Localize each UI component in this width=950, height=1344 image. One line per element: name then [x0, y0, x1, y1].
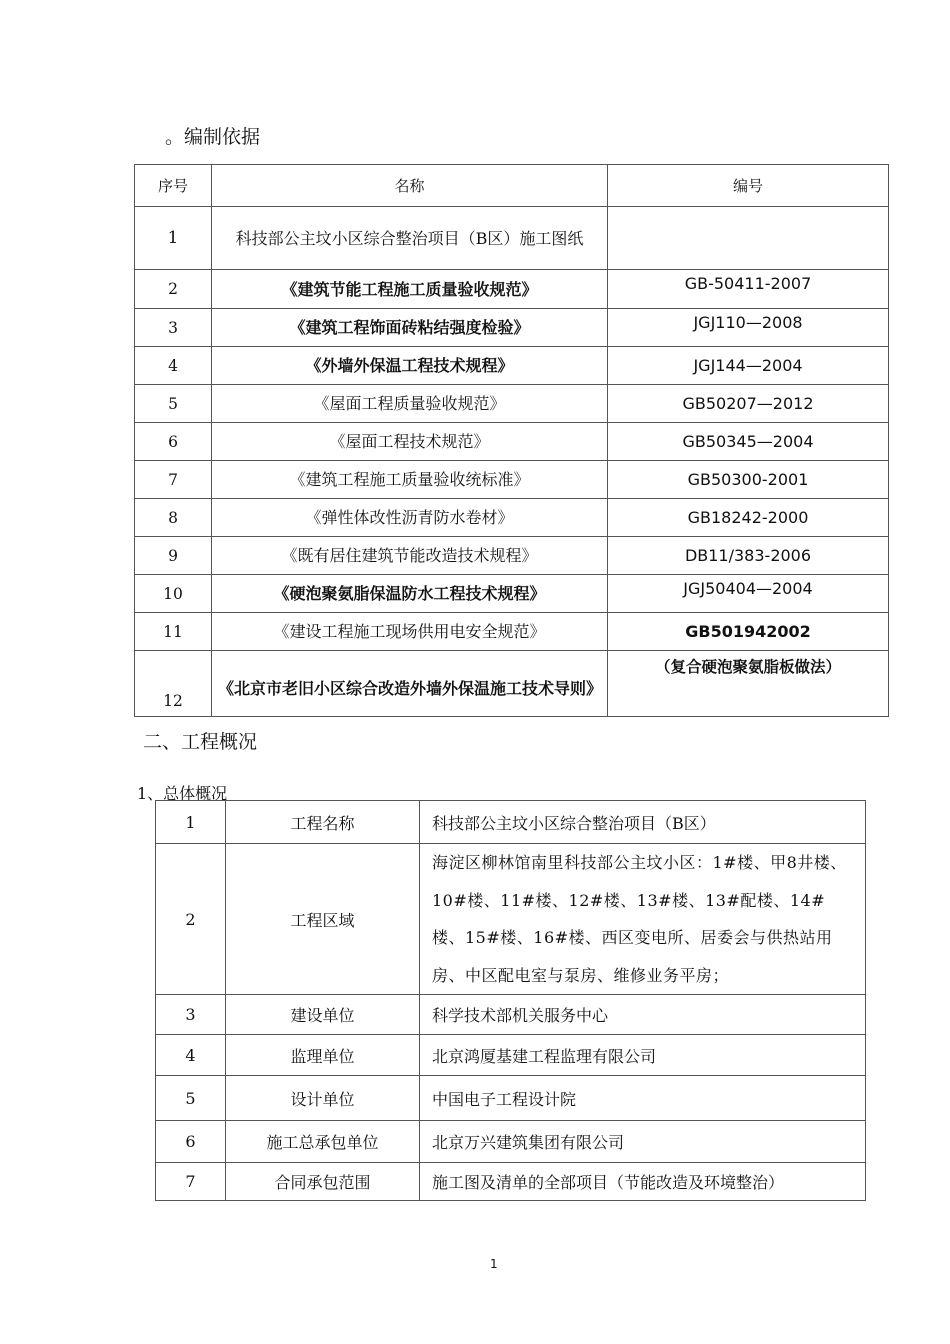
row-no: 12 — [135, 651, 212, 717]
row-value: 北京万兴建筑集团有限公司 — [420, 1121, 866, 1163]
row-code: JGJ50404—2004 — [608, 575, 889, 613]
row-no: 2 — [135, 270, 212, 309]
basis-table — [134, 164, 889, 717]
row-no: 10 — [135, 575, 212, 613]
row-no: 4 — [156, 1035, 226, 1076]
row-code: GB-50411-2007 — [608, 270, 889, 309]
row-name: 科技部公主坟小区综合整治项目（B区）施工图纸 — [212, 207, 608, 270]
row-name: 《北京市老旧小区综合改造外墙外保温施工技术导则》 — [212, 651, 608, 717]
row-name: 《建筑工程施工质量验收统标准》 — [212, 461, 608, 499]
row-label: 建设单位 — [226, 995, 420, 1035]
table-row — [135, 309, 889, 347]
table-row — [135, 575, 889, 613]
row-value: 科技部公主坟小区综合整治项目（B区） — [420, 801, 866, 844]
table-row — [135, 270, 889, 309]
subsection-title-general: 1、总体概况 — [137, 784, 228, 803]
row-value: 科学技术部机关服务中心 — [420, 995, 866, 1035]
header-code: 编号 — [608, 165, 889, 207]
table-row — [156, 1121, 866, 1163]
table-row — [156, 1163, 866, 1201]
table-row — [135, 613, 889, 651]
header-no: 序号 — [135, 165, 212, 207]
row-no: 2 — [156, 844, 226, 995]
row-code: GB18242-2000 — [608, 499, 889, 537]
row-value: 海淀区柳林馆南里科技部公主坟小区：1#楼、甲8井楼、10#楼、11#楼、12#楼、13#楼、13#配楼、14#楼、15#楼、16#楼、西区变电所、居委会与供热站用房、中区配电室与泵房、维修业务平房； — [420, 844, 866, 995]
row-name: 《屋面工程技术规范》 — [212, 423, 608, 461]
table-row — [156, 1076, 866, 1121]
table-row — [135, 385, 889, 423]
row-label: 设计单位 — [226, 1076, 420, 1121]
row-name: 《外墙外保温工程技术规程》 — [212, 347, 608, 385]
row-name: 《弹性体改性沥青防水卷材》 — [212, 499, 608, 537]
header-name: 名称 — [212, 165, 608, 207]
row-no: 6 — [135, 423, 212, 461]
row-no: 8 — [135, 499, 212, 537]
row-value: 北京鸿厦基建工程监理有限公司 — [420, 1035, 866, 1076]
row-value: 中国电子工程设计院 — [420, 1076, 866, 1121]
row-no: 5 — [156, 1076, 226, 1121]
table-row — [135, 651, 889, 717]
row-no: 7 — [135, 461, 212, 499]
table-row — [135, 499, 889, 537]
row-code: JGJ110—2008 — [608, 309, 889, 347]
row-label: 合同承包范围 — [226, 1163, 420, 1201]
row-name: 《建设工程施工现场供用电安全规范》 — [212, 613, 608, 651]
table-row — [135, 537, 889, 575]
row-label: 工程名称 — [226, 801, 420, 844]
row-name: 《屋面工程质量验收规范》 — [212, 385, 608, 423]
table-row — [135, 461, 889, 499]
row-code — [608, 207, 889, 270]
section-title-overview: 二、工程概况 — [143, 731, 258, 753]
table-row — [135, 207, 889, 270]
row-no: 1 — [156, 801, 226, 844]
table-row — [156, 844, 866, 995]
row-name: 《既有居住建筑节能改造技术规程》 — [212, 537, 608, 575]
row-code: GB50207—2012 — [608, 385, 889, 423]
row-no: 1 — [135, 207, 212, 270]
row-label: 工程区域 — [226, 844, 420, 995]
row-label: 监理单位 — [226, 1035, 420, 1076]
row-code: JGJ144—2004 — [608, 347, 889, 385]
table-row — [156, 1035, 866, 1076]
row-code: GB50345—2004 — [608, 423, 889, 461]
row-code: DB11/383-2006 — [608, 537, 889, 575]
row-no: 3 — [135, 309, 212, 347]
page-number: 1 — [490, 1257, 498, 1271]
row-no: 3 — [156, 995, 226, 1035]
row-name: 《建筑工程饰面砖粘结强度检验》 — [212, 309, 608, 347]
table-row — [156, 801, 866, 844]
row-no: 11 — [135, 613, 212, 651]
table-row — [135, 423, 889, 461]
row-name: 《建筑节能工程施工质量验收规范》 — [212, 270, 608, 309]
row-value: 施工图及清单的全部项目（节能改造及环境整治） — [420, 1163, 866, 1201]
row-no: 7 — [156, 1163, 226, 1201]
section-title-basis: 。编制依据 — [165, 126, 261, 148]
table-header-row — [135, 165, 889, 207]
table-row — [156, 995, 866, 1035]
row-code: GB50300-2001 — [608, 461, 889, 499]
row-code: （复合硬泡聚氨脂板做法） — [608, 651, 889, 717]
row-no: 5 — [135, 385, 212, 423]
table-row — [135, 347, 889, 385]
row-code: GB501942002 — [608, 613, 889, 651]
row-no: 9 — [135, 537, 212, 575]
row-label: 施工总承包单位 — [226, 1121, 420, 1163]
row-no: 4 — [135, 347, 212, 385]
overview-table — [155, 800, 866, 1201]
row-name: 《硬泡聚氨脂保温防水工程技术规程》 — [212, 575, 608, 613]
row-no: 6 — [156, 1121, 226, 1163]
